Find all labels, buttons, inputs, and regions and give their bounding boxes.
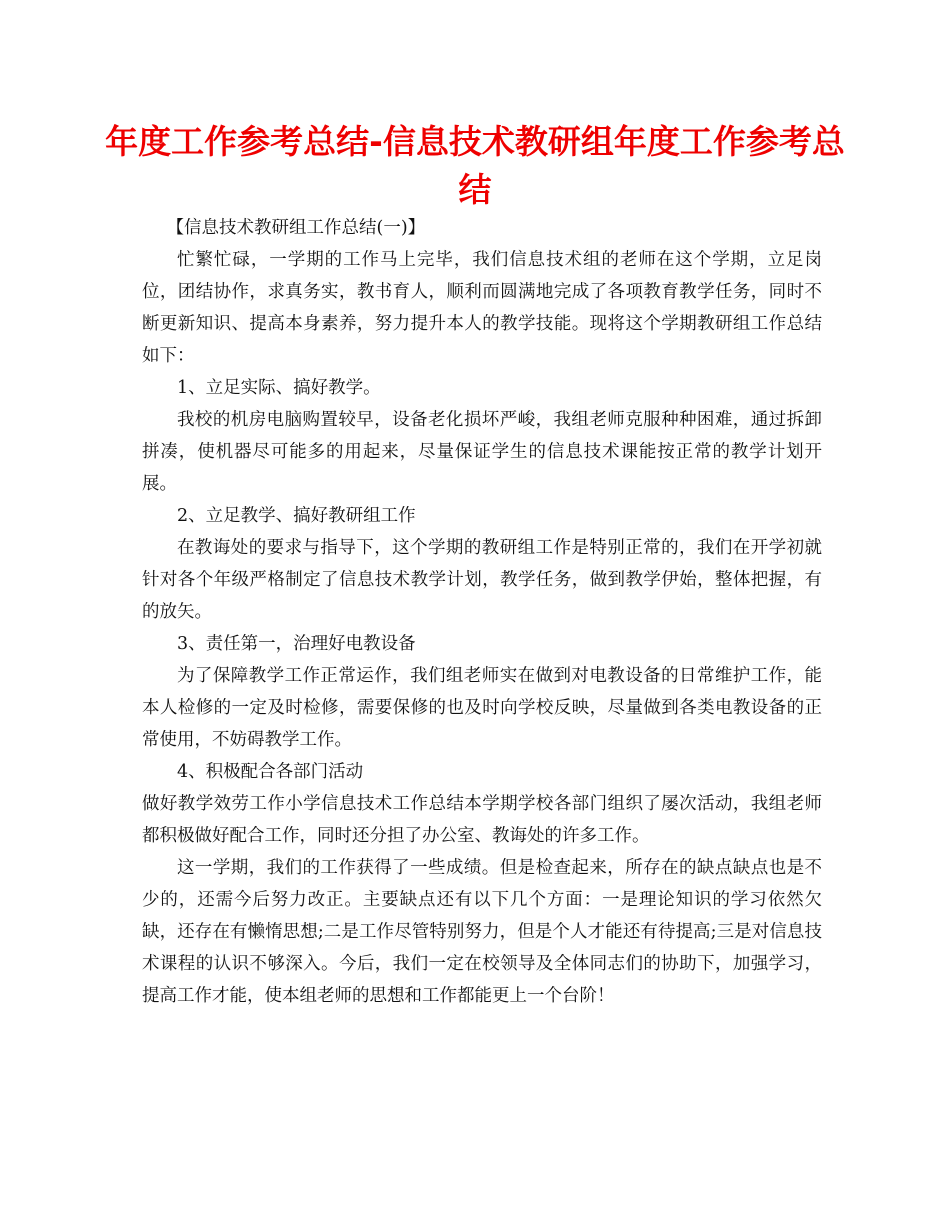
paragraph-2: 在教诲处的要求与指导下，这个学期的教研组工作是特别正常的，我们在开学初就针对各个年级严格制定了信息技术教学计划，教学任务，做到教学伊始，整体把握，有的放矢。: [142, 538, 822, 622]
paragraph-conclusion: 这一学期，我们的工作获得了一些成绩。但是检查起来，所存在的缺点缺点也是不少的，还需今后努力改正。主要缺点还有以下几个方面：一是理论知识的学习依然欠缺，还存在有懒惰思想;二是工作尽管特别努力，但是个人才能还有待提高;三是对信息技术课程的认识不够深入。今后，我们一定在校领导及全体同志们的协助下，加强学习，提高工作才能，使本组老师的思想和工作都能更上一个台阶！: [142, 858, 822, 1006]
paragraph-4: 做好教学效劳工作小学信息技术工作总结本学期学校各部门组织了屡次活动，我组老师都积极做好配合工作，同时还分担了办公室、教诲处的许多工作。: [142, 794, 822, 846]
heading-2: 2、立足教学、搞好教研组工作: [177, 506, 416, 526]
document-title: 年度工作参考总结-信息技术教研组年度工作参考总结: [105, 122, 845, 209]
paragraph-3: 为了保障教学工作正常运作，我们组老师实在做到对电教设备的日常维护工作，能本人检修的一定及时检修，需要保修的也及时向学校反映，尽量做到各类电教设备的正常使用，不妨碍教学工作。: [142, 666, 822, 750]
paragraph-intro: 忙繁忙碌，一学期的工作马上完毕，我们信息技术组的老师在这个学期，立足岗位，团结协作，求真务实，教书育人，顺利而圆满地完成了各项教育教学任务，同时不断更新知识、提高本身素养，努力提升本人的教学技能。现将这个学期教研组工作总结如下：: [142, 250, 822, 366]
section-header: 【信息技术教研组工作总结(一)】: [166, 218, 426, 238]
heading-3: 3、责任第一，治理好电教设备: [177, 634, 416, 654]
paragraph-1: 我校的机房电脑购置较早，设备老化损坏严峻，我组老师克服种种困难，通过拆卸拼凑，使机器尽可能多的用起来，尽量保证学生的信息技术课能按正常的教学计划开展。: [142, 410, 822, 494]
heading-4: 4、积极配合各部门活动: [177, 762, 364, 782]
document-body: [142, 212, 822, 1012]
heading-1: 1、立足实际、搞好教学。: [177, 378, 381, 398]
